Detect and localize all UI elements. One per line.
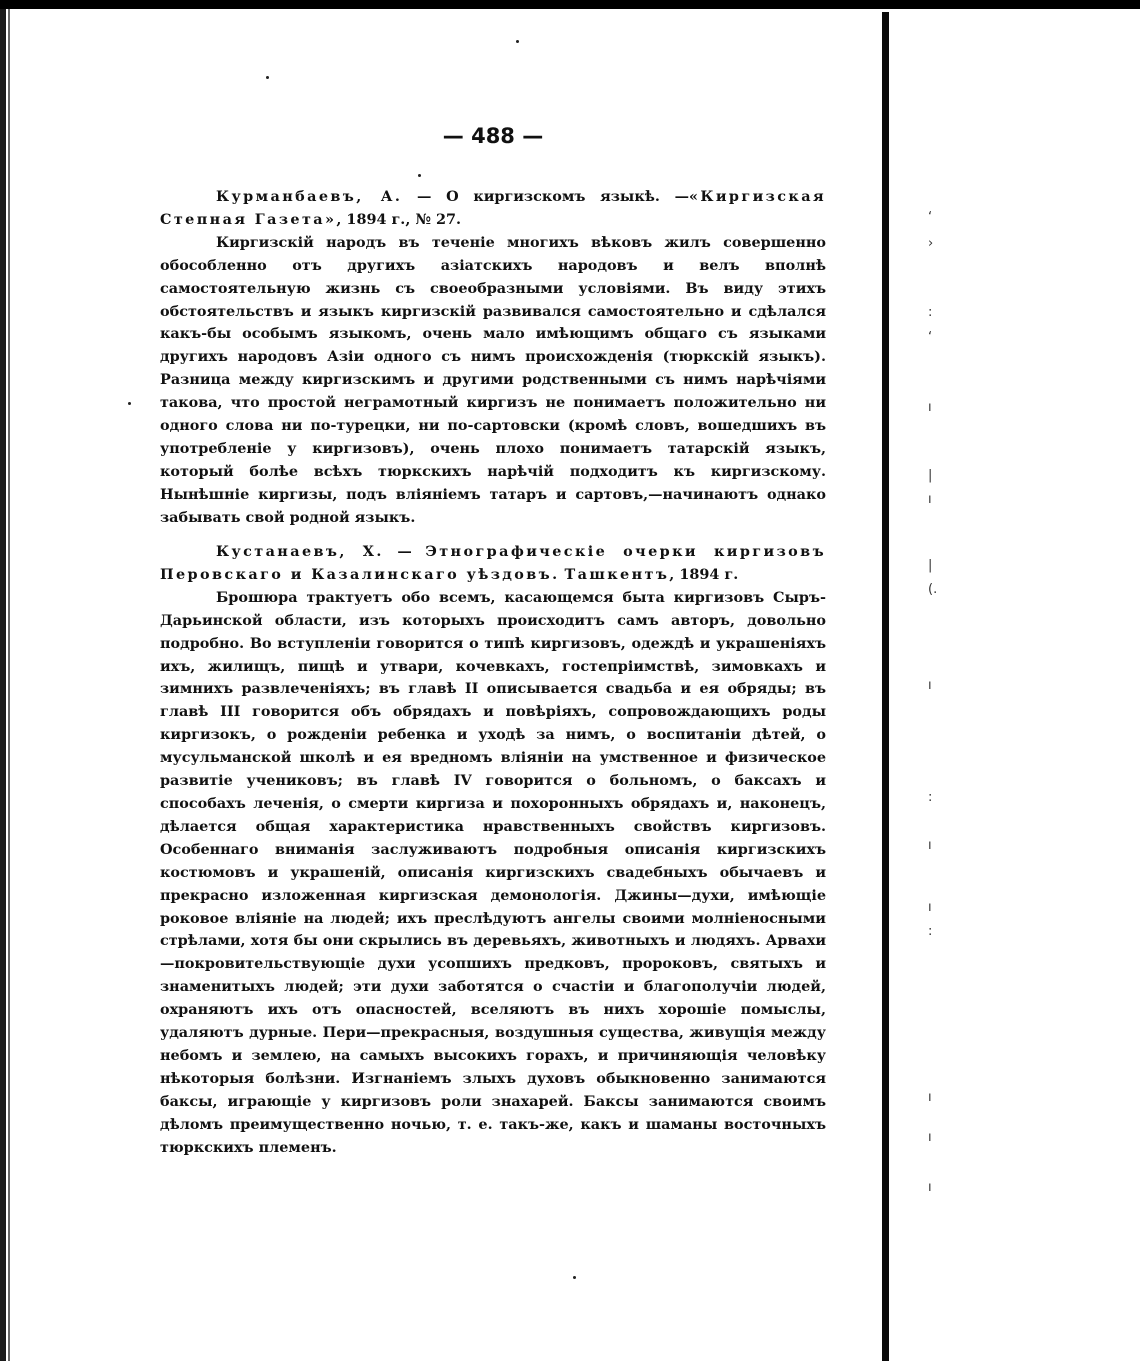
entry-source: Ташкентъ [564, 565, 670, 583]
entry-details: , 1894 г. [669, 565, 739, 583]
entry-dash: — [397, 543, 412, 560]
entry-citation [160, 186, 826, 232]
entry-citation [160, 541, 826, 587]
margin-bleed-marks: ‘ › : ‘ ı | ı | (. ı : ı ı : ı ı ı [928, 210, 938, 1195]
scan-speck [573, 1276, 576, 1279]
entry-annotation: Киргизскій народъ въ теченіе многихъ вѣковъ жилъ совершенно обособленно отъ другихъ азіатскихъ народовъ и велъ вполнѣ самостоятельную жизнь съ своеобразными условіями. Въ виду этихъ обстоятельствъ и языкъ киргизскій развивался самостоятельно и сдѣлался какъ-бы особымъ языкомъ, очень мало имѣющимъ общаго съ языками другихъ народовъ Азіи одного съ нимъ происхожденія (тюркскій языкъ). Разница между киргизскимъ и другими родственными съ нимъ нарѣчіями такова, что простой неграмотный киргизъ не понимаетъ положительно ни одного слова ни по-турецки, ни по-сартовски (кромѣ словъ, вошедшихъ въ употребленіе у киргизовъ), очень плохо понимаетъ татарскій языкъ, который болѣе всѣхъ тюркскихъ нарѣчій подходитъ къ киргизскому. Нынѣшніе киргизы, подъ вліяніемъ татаръ и сартовъ,—начинаютъ однако забывать свой родной языкъ. [160, 233, 826, 526]
bibliography-entry [160, 186, 826, 530]
entry-dash: — [674, 188, 689, 205]
entry-title: О киргизскомъ языкѣ. [446, 188, 660, 205]
scan-speck [516, 40, 519, 43]
bibliography-entry [160, 541, 826, 1159]
scan-left-edge-shadow [8, 9, 10, 1361]
entry-author: Кустанаевъ, Х. [216, 543, 384, 560]
scan-speck [418, 174, 421, 177]
page-gutter-rule [882, 12, 889, 1361]
scan-top-border [0, 0, 1140, 9]
entry-title: Этнографическіе очерки киргизовъ Перовскаго и Казалинскаго уѣздовъ. [160, 543, 827, 583]
scan-speck [266, 76, 269, 79]
entry-author: Курманбаевъ, А. [216, 188, 403, 205]
entry-source: «Киргизская Степная Газета» [160, 188, 826, 228]
page-number: — 488 — [442, 124, 544, 148]
entry-dash: — [416, 188, 432, 205]
entry-details: , 1894 г., № 27. [336, 210, 462, 228]
scan-left-edge [0, 9, 6, 1361]
entry-annotation: Брошюра трактуетъ обо всемъ, касающемся быта киргизовъ Сыръ-Дарьинской области, изъ которыхъ происходитъ самъ авторъ, довольно подробно. Во вступленіи говорится о типѣ киргизовъ, одеждѣ и украшеніяхъ ихъ, жилищъ, пищѣ и утвари, кочевкахъ, гостепріимствѣ, зимовкахъ и зимнихъ развлеченіяхъ; въ главѣ II описывается свадьба и ея обряды; въ главѣ III говорится объ обрядахъ и повѣріяхъ, сопровождающихъ роды киргизокъ, о рожденіи ребенка и уходѣ за нимъ, о воспитаніи дѣтей, о мусульманской школѣ и ея вредномъ вліяніи на умственное и физическое развитіе учениковъ; въ главѣ IV говорится о больномъ, о баксахъ и способахъ леченія, о смерти киргиза и похоронныхъ обрядахъ и, наконецъ, дѣлается общая характеристика нравственныхъ свойствъ киргизовъ. Особеннаго вниманія заслуживаютъ подробныя описанія киргизскихъ костюмовъ и украшеній, описанія киргизскихъ свадебныхъ обычаевъ и прекрасно изложенная киргизская демонологія. Джины—духи, имѣющіе роковое вліяніе на людей; ихъ преслѣдуютъ ангелы своими молніеносными стрѣлами, хотя бы они скрылись въ деревьяхъ, животныхъ и людяхъ. Арвахи—покровительствующіе духи усопшихъ предковъ, пророковъ, святыхъ и знаменитыхъ людей; эти духи заботятся о счастіи и благополучіи людей, охраняютъ ихъ отъ опасностей, вселяютъ въ нихъ хорошіе помыслы, удаляютъ дурные. Пери—прекрасныя, воздушныя существа, живущія между небомъ и землею, на самыхъ высокихъ горахъ, и причиняющія человѣку нѣкоторыя болѣзни. Изгнаніемъ злыхъ духовъ обыкновенно занимаются баксы, играющіе у киргизовъ роли знахарей. Баксы занимаются своимъ дѣломъ преимущественно ночью, т. е. такъ-же, какъ и шаманы восточныхъ тюркскихъ племенъ. [160, 588, 826, 1156]
scan-speck [128, 402, 131, 405]
